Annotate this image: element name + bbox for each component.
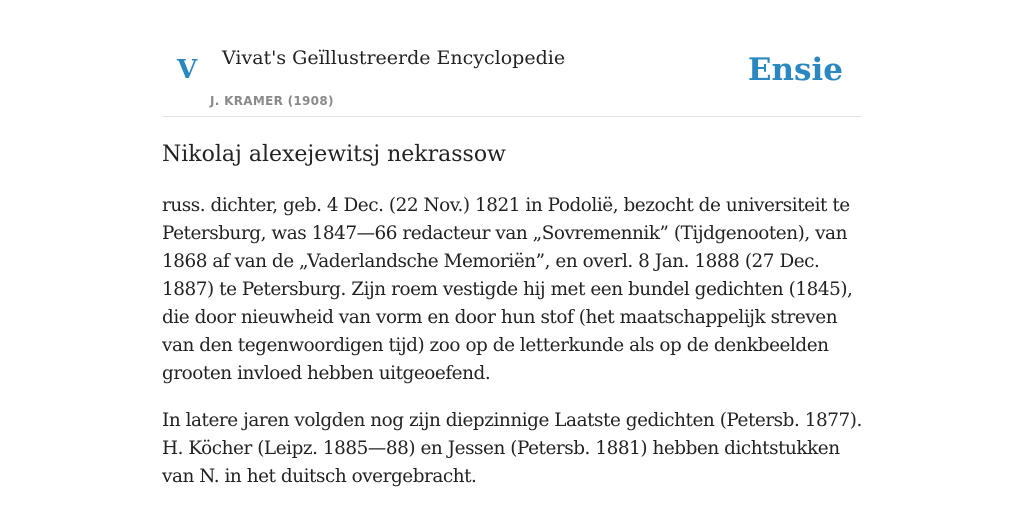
ensie-brand-link[interactable]: Ensie bbox=[747, 52, 843, 88]
encyclopedia-logo-icon[interactable]: V bbox=[177, 55, 198, 85]
article-paragraph: russ. dichter, geb. 4 Dec. (22 Nov.) 1821 in Podolië, bezocht de universiteit te Petersburg, was 1847—66 redacteur van „Sovremennik” (Tijdgenooten), van 1868 af van de „Vaderlandsche Memoriën”, en overl. 8 Jan. 1888 (27 Dec. 1887) te Petersburg. Zijn roem vestigde hij met een bundel gedichten (1845), die door nieuwheid van vorm en door hun stof (het maatschappelijk streven van den tegenwoordigen tijd) zoo op de letterkunde als op de denkbeelden grooten invloed hebben uitgeoefend. bbox=[162, 195, 853, 384]
page bbox=[162, 0, 862, 512]
article-paragraph: In latere jaren volgden nog zijn diepzinnige Laatste gedichten (Petersb. 1877). H. Köcher (Leipz. 1885—88) en Jessen (Petersb. 1881) hebben dichtstukken van N. in het duitsch overgebracht. bbox=[162, 410, 862, 487]
article-title: Nikolaj alexejewitsj nekrassow bbox=[162, 142, 506, 167]
encyclopedia-header bbox=[162, 0, 862, 117]
article-body bbox=[162, 192, 862, 510]
encyclopedia-author: J. KRAMER (1908) bbox=[210, 94, 334, 108]
encyclopedia-title-link[interactable]: Vivat's Geïllustreerde Encyclopedie bbox=[222, 47, 566, 69]
